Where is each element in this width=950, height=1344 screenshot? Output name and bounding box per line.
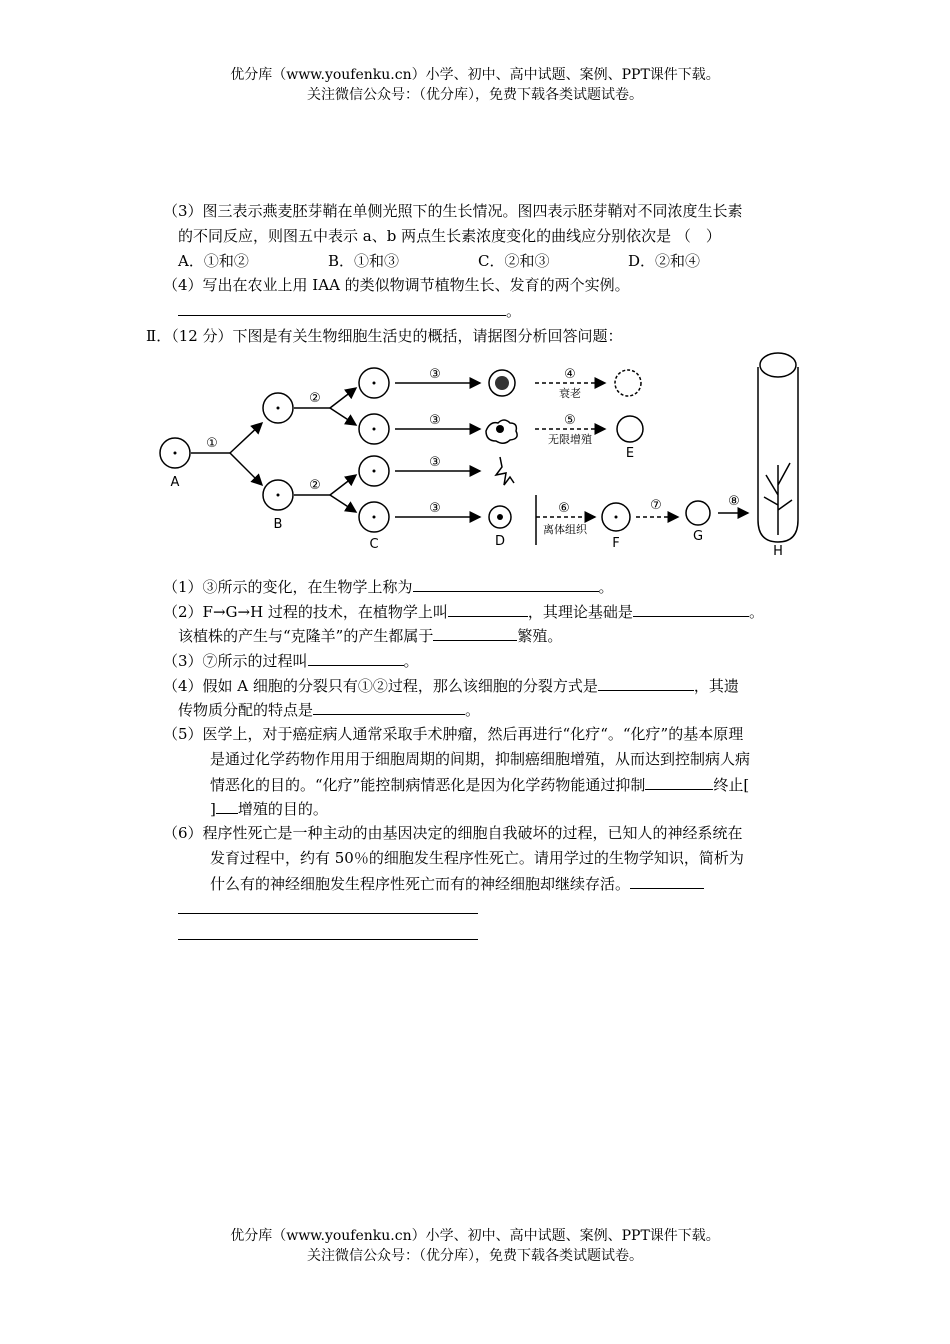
step-3-b: ③ [429, 413, 441, 428]
part2-q6-line2: 发育过程中，约有 50％的细胞发生程序性死亡。请用学过的生物学知识，简析为 [210, 849, 744, 867]
aged-cell [615, 370, 641, 396]
answer-blank[interactable] [598, 674, 694, 691]
part2-q6-line1: （6）程序性死亡是一种主动的由基因决定的细胞自我破坏的过程，已知人的神经系统在 [163, 824, 743, 842]
answer-blank[interactable] [633, 600, 749, 617]
step-6: ⑥ [558, 501, 570, 516]
part2-q5-line4: ] 增殖的目的。 [210, 797, 328, 820]
label-b: B [273, 517, 283, 532]
answer-blank[interactable] [313, 698, 465, 715]
plantlet [764, 463, 792, 535]
answer-blank[interactable] [630, 872, 704, 889]
label-d: D [494, 534, 506, 549]
part2-q2-line2: 该植株的产生与“克隆羊”的产生都属于 繁殖。 [178, 624, 562, 647]
part2-q5-line1: （5）医学上，对于癌症病人通常采取手术肿瘤，然后再进行“化疗“。“化疗”的基本原理 [163, 725, 744, 743]
answer-blank[interactable] [308, 649, 404, 666]
step-3-d: ③ [429, 501, 441, 516]
option-b: B．①和③ [328, 252, 400, 270]
footer-line-2: 关注微信公众号：（优分库），免费下载各类试题试卷。 [307, 1248, 643, 1264]
part2-title: Ⅱ．（12 分）下图是有关生物细胞生活史的概括，请据图分析回答问题： [146, 327, 623, 345]
part1-q4-answer [178, 299, 521, 322]
answer-blank[interactable] [178, 299, 506, 316]
part1-q3-line1: （3）图三表示燕麦胚芽鞘在单侧光照下的生长情况。图四表示胚芽鞘对不同浓度生长素 [163, 202, 743, 220]
part1-q3-line2: 的不同反应，则图五中表示 a、b 两点生长素浓度变化的曲线应分别依次是 （ ） [178, 227, 721, 245]
answer-blank[interactable] [216, 797, 238, 814]
part2-q5-line3: 情恶化的目的。“化疗”能控制病情恶化是因为化学药物能通过抑制 终止[ [210, 773, 749, 796]
cancer-cluster-e [617, 416, 643, 442]
part2-q4-line2: 传物质分配的特点是 。 [178, 698, 480, 721]
nerve-cell [496, 457, 514, 485]
step-2-lower: ② [309, 478, 321, 493]
step-1: ① [206, 436, 218, 451]
label-f: F [612, 536, 620, 551]
step-4: ④ [564, 367, 576, 382]
option-d: D．②和④ [628, 252, 701, 270]
step-5: ⑤ [564, 413, 576, 428]
period: 。 [506, 302, 522, 320]
header-line-2: 关注微信公众号：（优分库），免费下载各类试题试卷。 [307, 87, 643, 103]
callus-g [686, 501, 710, 525]
step-8: ⑧ [728, 494, 740, 509]
part2-q3: （3）⑦所示的过程叫 。 [163, 649, 419, 672]
option-c: C．②和③ [478, 252, 550, 270]
footer-line-1: 优分库（www.youfenku.cn）小学、初中、高中试题、案例、PPT课件下载。 [230, 1228, 720, 1244]
answer-blank[interactable] [413, 575, 599, 592]
step-3-a: ③ [429, 367, 441, 382]
answer-blank[interactable] [448, 600, 528, 617]
label-h: H [773, 544, 783, 559]
label-infinite: 无限增殖 [548, 433, 592, 446]
part2-q5-line2: 是通过化学药物作用用于细胞周期的间期，抑制癌细胞增殖，从而达到控制病人病 [210, 750, 751, 768]
answer-blank[interactable] [645, 773, 713, 790]
option-a: A．①和② [178, 252, 249, 270]
header-line-1: 优分库（www.youfenku.cn）小学、初中、高中试题、案例、PPT课件下载。 [230, 67, 720, 83]
label-a: A [170, 475, 180, 490]
label-isolated: 离体组织 [543, 523, 587, 536]
part1-q4-line1: （4）写出在农业上用 IAA 的类似物调节植物生长、发育的两个实例。 [163, 276, 630, 294]
label-c: C [369, 537, 379, 552]
answer-line-1[interactable] [178, 913, 478, 914]
answer-line-2[interactable] [178, 939, 478, 940]
part2-q2: （2）F→G→H 过程的技术，在植物学上叫 ，其理论基础是 。 [163, 600, 764, 623]
cell-life-history-diagram [150, 345, 810, 560]
cotton-plug [760, 353, 796, 377]
answer-blank[interactable] [433, 624, 517, 641]
label-g: G [692, 529, 704, 544]
part2-q1: （1）③所示的变化，在生物学上称为 。 [163, 575, 614, 598]
part2-q6-line3: 什么有的神经细胞发生程序性死亡而有的神经细胞却继续存活。 [210, 872, 704, 895]
step-7: ⑦ [650, 498, 662, 513]
step-3-c: ③ [429, 455, 441, 470]
label-aging: 衰老 [559, 387, 581, 400]
label-e: E [625, 446, 635, 461]
step-2-upper: ② [309, 391, 321, 406]
part2-q4: （4）假如 A 细胞的分裂只有①②过程，那么该细胞的分裂方式是 ，其遗 [163, 674, 739, 697]
